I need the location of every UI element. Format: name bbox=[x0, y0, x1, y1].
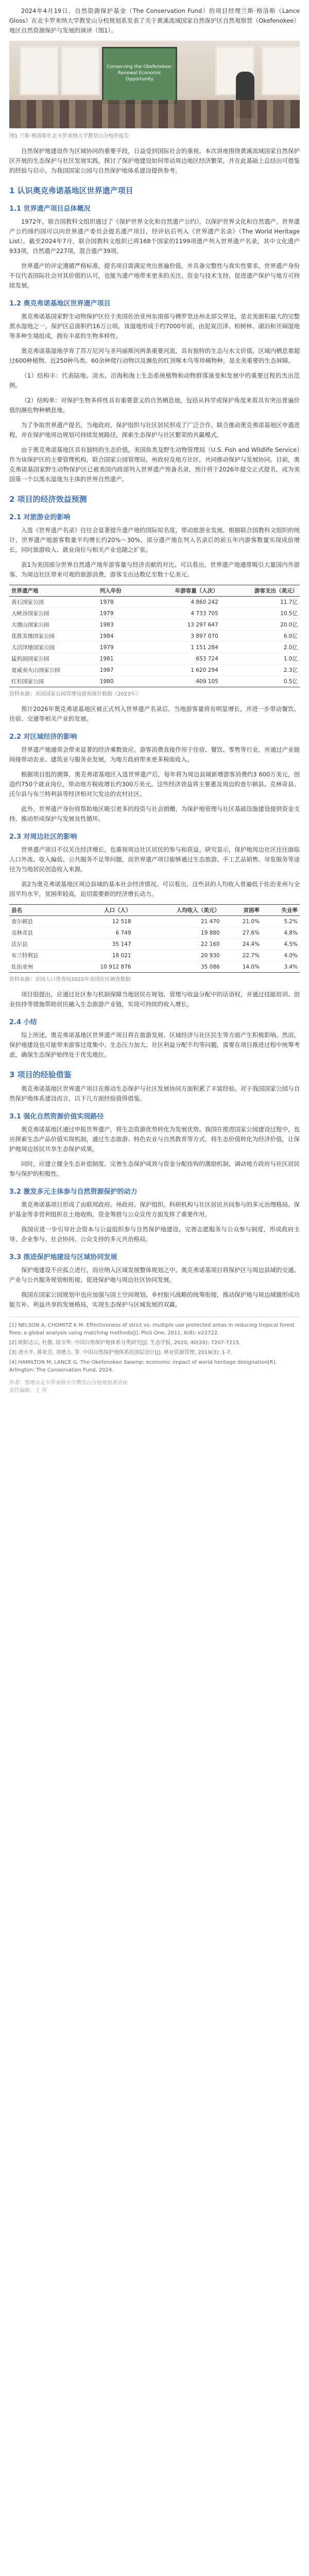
table-cell: 4.8% bbox=[262, 927, 300, 939]
paragraph: 表2为奥克弗诺基地区周边县域的基本社会经济情况。可以看出，这些县的人均收入普遍低于佐治亚州与全国平均水平，贫困率较高，迫切需要新的经济增长动力。 bbox=[9, 880, 300, 897]
table-cell: 22.7% bbox=[222, 950, 262, 961]
table-cell: 5.2% bbox=[262, 916, 300, 927]
table-cell: 24.4% bbox=[222, 939, 262, 950]
paragraph: 根据项目组的测算，奥克弗诺基地区入选世界遗产后，每年将为周边县域新增游客消费约3 600万美元，创造约750个就业岗位，带动地方税收增长约300万美元。这些经济效益将主要惠及周边的查尔顿县、克林奇县、沃尔县与布兰特利县等经济相对欠发达的农村社区。 bbox=[9, 771, 300, 798]
table-cell: 1979 bbox=[98, 608, 141, 619]
screen-title: Conserving the Okefenokee: Renewal Economic Opportunity bbox=[107, 64, 173, 82]
paragraph: 世界遗产的评定遵循严格标准，提名项目需满足突出普遍价值，并具备完整性与真实性要求。世界遗产身份不仅代表国际社会对其价值的认可，也能为遗产地带来更多的关注、资金与技术支持，促进遗产保护与地方可持续发展。 bbox=[9, 262, 300, 289]
table-header: 人口（人） bbox=[67, 905, 133, 916]
table-2 bbox=[9, 904, 300, 973]
paragraph: 奥克弗诺基地区世界遗产项目在推动生态保护与社区发展协同方面积累了丰富经验。对于我国国家公园与自然保护地体系建设而言，以下几方面经验值得借鉴。 bbox=[9, 1085, 300, 1102]
intro-paragraph: 2024年4月19日，自然资源保护基金（The Conservation Fund）的项目经理兰斯·格洛斯（Lance Gloss）在北卡罗来纳大学教堂山分校规划系发表了关于黄溪流域国家自然保护区自然观察营（Okefenokee）地区自然资源保护与发展的演讲（图1）。 bbox=[9, 7, 300, 34]
table-cell: 409 105 bbox=[141, 676, 220, 687]
section-2-title: 2 项目的经济效益预测 bbox=[9, 495, 87, 504]
paragraph: 此外，世界遗产身份将帮助地区吸引更多的投资与社会捐赠，为保护地管理与社区基础设施建设提供资金支持，推动形成保护与发展良性循环。 bbox=[9, 805, 300, 822]
table-cell: 2.3亿 bbox=[220, 665, 300, 676]
table-cell: 查尔顿县 bbox=[9, 916, 67, 927]
table-cell: 3.4% bbox=[262, 961, 300, 973]
section-1-1-title: 1.1 世界遗产项目总体概况 bbox=[9, 205, 91, 213]
table-2-source: 资料来源：美国人口普查局2022年美国社区调查数据 bbox=[9, 977, 131, 982]
paragraph: 奥克弗诺基湿地孕育了苏万尼河与圣玛丽斯河两条重要河流，具有独特的生态与水文价值。区域内栖息着超过600种植物、近250种鸟类、60余种爬行动物以及濒危的红顶啄木鸟等珍稀物种，是北美重要的生态屏障。 bbox=[9, 347, 300, 364]
section-1-title: 1 认识奥克弗诺基地区世界遗产项目 bbox=[9, 186, 133, 195]
projector-screen bbox=[102, 47, 177, 104]
table-cell: 1983 bbox=[98, 619, 141, 631]
table-cell: 佐治亚州 bbox=[9, 961, 67, 973]
window-left-2 bbox=[61, 46, 100, 95]
table-cell: 1 151 284 bbox=[141, 642, 220, 653]
article-footer bbox=[9, 1379, 300, 1395]
table-header: 列入年份 bbox=[98, 585, 141, 597]
section-2-2-title: 2.2 对区域经济的影响 bbox=[9, 733, 77, 741]
references bbox=[9, 1317, 300, 1374]
table-header: 年游客量（人次） bbox=[141, 585, 220, 597]
table-cell: 20.0亿 bbox=[220, 619, 300, 631]
table-row bbox=[9, 631, 300, 642]
paragraph: 奥克弗诺基国家野生动物保护区位于美国佐治亚州东南部与佛罗里达州北部交界处，是北美面积最大的完整黑水湿地之一，保护区总面积约16万公顷。该湿地形成于约7000年前，由泥炭沼泽、柏树林、湖泊和开阔湿地等多种生境组成，拥有丰富的生物多样性。 bbox=[9, 313, 300, 340]
table-cell: 10.5亿 bbox=[220, 608, 300, 619]
section-3-3-title: 3.3 推进保护地建设与区域协同发展 bbox=[9, 1253, 117, 1261]
table-cell: 4 733 705 bbox=[141, 608, 220, 619]
table-cell: 布兰特利县 bbox=[9, 950, 67, 961]
table-header: 人均收入（美元） bbox=[133, 905, 222, 916]
table-header: 游客支出（美元） bbox=[220, 585, 300, 597]
table-row bbox=[9, 653, 300, 665]
table-row bbox=[9, 642, 300, 653]
paragraph: 世界遗产地通常会带来显著的经济乘数效应。游客消费直接作用于住宿、餐饮、零售等行业，并通过产业链间接带动农业、建筑业与服务业发展，为地方政府带来更多税收收入。 bbox=[9, 746, 300, 763]
table-cell: 21.0% bbox=[222, 916, 262, 927]
table-header-row bbox=[9, 585, 300, 597]
table-cell: 夏威夷火山国家公园 bbox=[9, 665, 98, 676]
paragraph: 为了争取世界遗产提名，当地政府、保护组织与社区居民形成了广泛合作，联合推动奥克弗诺基地区申遗进程，并在保护地周边规划可持续发展路径，探索生态保护与社区繁荣的共赢模式。 bbox=[9, 421, 300, 438]
table-cell: 1984 bbox=[98, 631, 141, 642]
section-2-4-title: 2.4 小结 bbox=[9, 1019, 37, 1026]
table-cell: 沃尔县 bbox=[9, 939, 67, 950]
table-cell: 1978 bbox=[98, 597, 141, 608]
table-row bbox=[9, 608, 300, 619]
paragraph: 入选《世界遗产名录》往往会显著提升遗产地的国际知名度，带动旅游业发展。根据联合国教科文组织的统计，世界遗产地游客数量平均增长约20%～30%，部分遗产地在列入名录后的前五年内游客数量实现成倍增长，同时旅游收入、就业岗位与相关产业也随之扩张。 bbox=[9, 527, 300, 553]
table-cell: 35 086 bbox=[133, 961, 222, 973]
table-1 bbox=[9, 585, 300, 687]
window-right-2 bbox=[262, 46, 300, 95]
paragraph: 我国在国家公园规划中也应加强与国土空间规划、乡村振兴战略的统筹衔接，推动保护地与周边城镇形成功能互补、利益共享的发展格局，实现生态保护与区域发展的双赢。 bbox=[9, 1291, 300, 1308]
table-cell: 红杉国家公园 bbox=[9, 676, 98, 687]
paragraph: 保护地建设不应孤立进行，而应纳入区域发展整体规划之中。奥克弗诺基项目将保护区与周边县域的交通、产业与公共服务规划相衔接，促进保护地与周边社区协同发展。 bbox=[9, 1266, 300, 1283]
table-row bbox=[9, 619, 300, 631]
table-cell: 4.0% bbox=[262, 950, 300, 961]
reference-item: [1] NELSON A, CHOMITZ K M. Effectiveness of strict vs. multiple use protected areas in reducing tropical forest fires: a global analysis using matching methods[J]. PloS One, 2011, 6(8): e22722. bbox=[9, 1323, 295, 1336]
table-cell: 10 912 876 bbox=[67, 961, 133, 973]
table-1-source: 资料来源：美国国家公园管理局游客统计数据（2023年） bbox=[9, 691, 141, 697]
paragraph: 表1为美国部分世界自然遗产地年游客量与经济贡献的对比。可以看出，世界遗产地通常吸引大量国内外游客，为周边社区带来可观的旅游消费，游客支出达数亿至数十亿美元。 bbox=[9, 561, 300, 578]
figure-caption: 图1 兰斯·格洛斯在北卡罗来纳大学教堂山分校作报告 bbox=[9, 133, 129, 139]
lead-paragraph: 自然保护地建设作为区域协同的重要手段，日益受到国际社会的重视。本次讲座围绕黄溪流域国家自然保护区开展的生态保护与社区发展实践，探讨了保护地建设如何带动周边地区经济繁荣，并在此基础上总结出可借鉴的经验与启示，为我国国家公园与自然保护地体系建设提供参考。 bbox=[9, 147, 300, 174]
reference-item: [2] 欧阳志云, 杜傲, 徐卫华. 中国自然保护地体系分类研究[J]. 生态学报, 2020, 40(20): 7207-7215. bbox=[9, 1340, 241, 1346]
paragraph: 综上所述，奥克弗诺基地区世界遗产项目将在旅游发展、区域经济与社区民生等方面产生积极影响。然而，保护地建设也可能带来游客过度集中、生态压力加大、社区利益分配不均等问题，需要在项目推进过程中统筹考虑，确保生态保护始终处于优先地位。 bbox=[9, 1031, 300, 1058]
table-header: 县名 bbox=[9, 905, 67, 916]
table-row bbox=[9, 676, 300, 687]
table-cell: 大烟山国家公园 bbox=[9, 619, 98, 631]
table-cell: 优胜美地国家公园 bbox=[9, 631, 98, 642]
paragraph: 同时，应建立健全生态补偿制度，完善生态保护成效与资金分配挂钩的激励机制，调动地方政府与社区居民参与保护的积极性。 bbox=[9, 1160, 300, 1177]
paragraph: 1972年，联合国教科文组织通过了《保护世界文化和自然遗产公约》，以保护世界文化和自然遗产。世界遗产公约缔约国可以向世界遗产委员会提名遗产项目，经评估后列入《世界遗产名录》（The World Heritage List）。截至2024年7月，联合国教科文组织已将168个国家的1199项遗产列入世界遗产名录，其中文化遗产933项，自然遗产227项，混合遗产39项。 bbox=[9, 218, 300, 255]
section-3-2-title: 3.2 激发多元主体参与自然资源保护的动力 bbox=[9, 1188, 138, 1196]
reference-item: [4] HAMILTON M, LANCE G. The Okefenokee Swamp: economic impact of world heritage designation[R]. Arlington: The Conservation Fund, 2024. bbox=[9, 1360, 277, 1373]
table-cell: 3 897 070 bbox=[141, 631, 220, 642]
table-row bbox=[9, 916, 300, 927]
section-1-2-title: 1.2 奥克弗诺基地区世界遗产项目 bbox=[9, 300, 111, 308]
paragraph: 奥克弗诺基地区通过申报世界遗产，将生态资源优势转化为发展优势。我国在推进国家公园建设过程中，也应探索生态产品价值实现机制，通过生态旅游、特色农业与自然教育等方式，将生态价值转化为经济价值，让保护地周边居民共享生态保护成果。 bbox=[9, 1126, 300, 1153]
table-cell: 21 470 bbox=[133, 916, 222, 927]
paragraph: 我国应进一步引导社会资本与公益组织参与自然保护地建设，完善志愿服务与公众参与制度，形成政府主导、企业参与、社会协同、公众支持的多元共治格局。 bbox=[9, 1226, 300, 1243]
paragraph: 由于奥克弗诺基地区具有独特的生态价值，美国鱼类及野生动物管理局（U.S. Fish and Wildlife Service）作为该保护区的主要管理机构，联合国家公园管理局、州政府及地方社区，共同推动保护与发展协同。目前，奥克弗诺基国家野生动物保护区已被美国内政部列入世界遗产预备名录，预计将于2026年提交正式提名，成为美国第一个以黑水湿地为主体的世界自然遗产。 bbox=[9, 446, 300, 483]
table-cell: 14.0% bbox=[222, 961, 262, 973]
table-cell: 大沼泽地国家公园 bbox=[9, 642, 98, 653]
table-cell: 13 297 647 bbox=[141, 619, 220, 631]
table-cell: 12 518 bbox=[67, 916, 133, 927]
section-3-title: 3 项目的经验借鉴 bbox=[9, 1070, 72, 1079]
reference-item: [3] 唐小平, 蒋亚芳, 刘增力, 等. 中国自然保护地体系的顶层设计[J]. 林业资源管理, 2019(3): 1-7. bbox=[9, 1350, 232, 1355]
table-cell: 35 147 bbox=[67, 939, 133, 950]
table-cell: 1.0亿 bbox=[220, 653, 300, 665]
criteria-item: （1）结构丰：代表陆地、淡水、沿海和海上生态系统植物和动物群落演变和发展中的重要过程的杰出范例。 bbox=[9, 372, 300, 389]
table-cell: 19 880 bbox=[133, 927, 222, 939]
table-header: 失业率 bbox=[262, 905, 300, 916]
table-cell: 11.7亿 bbox=[220, 597, 300, 608]
table-row bbox=[9, 939, 300, 950]
table-cell: 黄石国家公园 bbox=[9, 597, 98, 608]
table-cell: 1981 bbox=[98, 653, 141, 665]
table-header: 贫困率 bbox=[222, 905, 262, 916]
table-cell: 20 930 bbox=[133, 950, 222, 961]
table-cell: 0.5亿 bbox=[220, 676, 300, 687]
table-cell: 18 021 bbox=[67, 950, 133, 961]
audience bbox=[9, 100, 300, 128]
table-cell: 大峡谷国家公园 bbox=[9, 608, 98, 619]
table-cell: 653 724 bbox=[141, 653, 220, 665]
section-3-1-title: 3.1 强化自然资源价值实现路径 bbox=[9, 1113, 104, 1121]
table-cell: 1979 bbox=[98, 642, 141, 653]
table-header: 世界遗产地 bbox=[9, 585, 98, 597]
table-cell: 6.0亿 bbox=[220, 631, 300, 642]
criteria-item: （2）结构单：对保护生物多样性具有重要意义的自然栖息地，包括从科学或保护角度来看具有突出普遍价值的濒危物种栖息地。 bbox=[9, 397, 300, 414]
table-cell: 2.0亿 bbox=[220, 642, 300, 653]
editor-line: 责任编辑：王 萍 bbox=[9, 1388, 47, 1394]
table-cell: 1980 bbox=[98, 676, 141, 687]
table-row bbox=[9, 961, 300, 973]
table-row bbox=[9, 927, 300, 939]
table-cell: 1987 bbox=[98, 665, 141, 676]
table-cell: 27.6% bbox=[222, 927, 262, 939]
paragraph: 项目组提出，应通过社区参与机制保障当地居民在规划、管理与收益分配中的话语权，并通过技能培训、创业扶持等措施帮助居民融入生态旅游产业链，实现可持续的收入增长。 bbox=[9, 991, 300, 1008]
table-cell: 22 160 bbox=[133, 939, 222, 950]
paragraph: 预计2026年奥克弗诺基地区被正式列入世界遗产名录后，当地游客量将有明显增长，并进一步带动餐饮、住宿、交通等相关产业的发展。 bbox=[9, 705, 300, 722]
table-row bbox=[9, 665, 300, 676]
table-row bbox=[9, 950, 300, 961]
table-cell: 1 620 294 bbox=[141, 665, 220, 676]
table-cell: 6 749 bbox=[67, 927, 133, 939]
paragraph: 世界遗产项目不仅关注经济增长，也重视周边社区居民的参与和获益。研究显示，保护地周边社区往往面临人口外流、收入偏低、公共服务不足等问题，而世界遗产项目能够通过生态旅游、手工艺品销售、导览服务等途径为当地居民创造收入来源。 bbox=[9, 846, 300, 873]
paragraph: 奥克弗诺基项目形成了由联邦政府、州政府、保护组织、科研机构与社区居民共同参与的多元治理格局。保护基金等非营利组织在土地收购、资金筹措与公众宣传方面发挥了重要作用。 bbox=[9, 1201, 300, 1218]
section-2-3-title: 2.3 对周边社区的影响 bbox=[9, 833, 77, 841]
table-row bbox=[9, 597, 300, 608]
table-header-row bbox=[9, 905, 300, 916]
table-cell: 4.5% bbox=[262, 939, 300, 950]
lecture-photo bbox=[9, 41, 300, 128]
table-cell: 克林奇县 bbox=[9, 927, 67, 939]
section-2-1-title: 2.1 对旅游业的影响 bbox=[9, 514, 71, 521]
table-cell: 猛犸洞国家公园 bbox=[9, 653, 98, 665]
window-left bbox=[20, 46, 59, 95]
table-cell: 4 860 242 bbox=[141, 597, 220, 608]
author-line: 作者：整理自北卡罗来纳大学教堂山分校规划系讲座 bbox=[9, 1380, 128, 1386]
